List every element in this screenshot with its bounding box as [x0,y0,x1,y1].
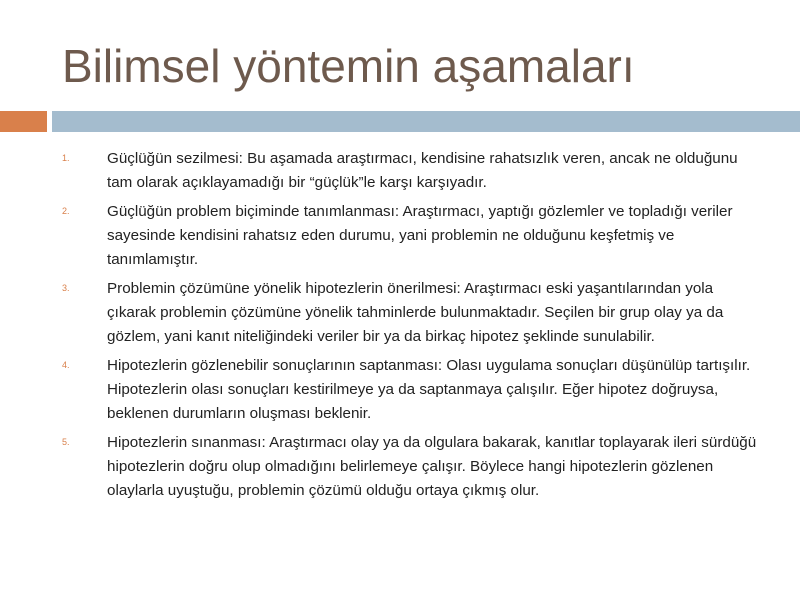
item-text: Problemin çözümüne yönelik hipotezlerin önerilmesi: Araştırmacı eski yaşantılarından yola çıkarak problemin çözümüne yönelik tahminlerde bulunmaktadır. Seçilen bir grup olay ya da gözlem, yani kanıt niteliğindeki veriler bir ya da birkaç hipotez şeklinde sunulabilir. [107,280,724,345]
item-text: Güçlüğün sezilmesi: Bu aşamada araştırmacı, kendisine rahatsızlık veren, ancak ne olduğunu tam olarak açıklayamadığı bir “güçlük”le karşı karşıyadır. [107,150,738,191]
item-number: 2. [62,206,70,216]
slide-title: Bilimsel yöntemin aşamaları [62,40,635,92]
item-number: 3. [62,283,70,293]
item-number: 1. [62,153,70,163]
list-item [62,200,762,272]
title-underline-bar [52,111,800,132]
item-text: Hipotezlerin gözlenebilir sonuçlarının saptanması: Olası uygulama sonuçları düşünülüp tartışılır. Hipotezlerin olası sonuçları kestirilmeye ya da saptanmaya çalışılır. Eğer hipotez doğruysa, beklenen durumların oluşması beklenir. [107,357,751,422]
item-text: Güçlüğün problem biçiminde tanımlanması: Araştırmacı, yaptığı gözlemler ve topladığı veriler sayesinde kendisini rahatsız eden durumu, yani problemin ne olduğunu keşfetmiş ve tanımlamıştır. [107,203,733,268]
item-number: 5. [62,437,70,447]
list-item [62,277,762,349]
item-text: Hipotezlerin sınanması: Araştırmacı olay ya da olgulara bakarak, kanıtlar toplayarak ileri sürdüğü hipotezlerin doğru olup olmadığını belirlemeye çalışır. Böylece hangi hipotezlerin gözlenen olaylarla uyuştuğu, problemin çözümü olduğu ortaya çıkmış olur. [107,434,757,499]
accent-bar [0,111,47,132]
list-item [62,354,762,426]
list-item [62,431,762,503]
item-number: 4. [62,360,70,370]
list-item [62,147,762,195]
steps-list [62,147,762,508]
